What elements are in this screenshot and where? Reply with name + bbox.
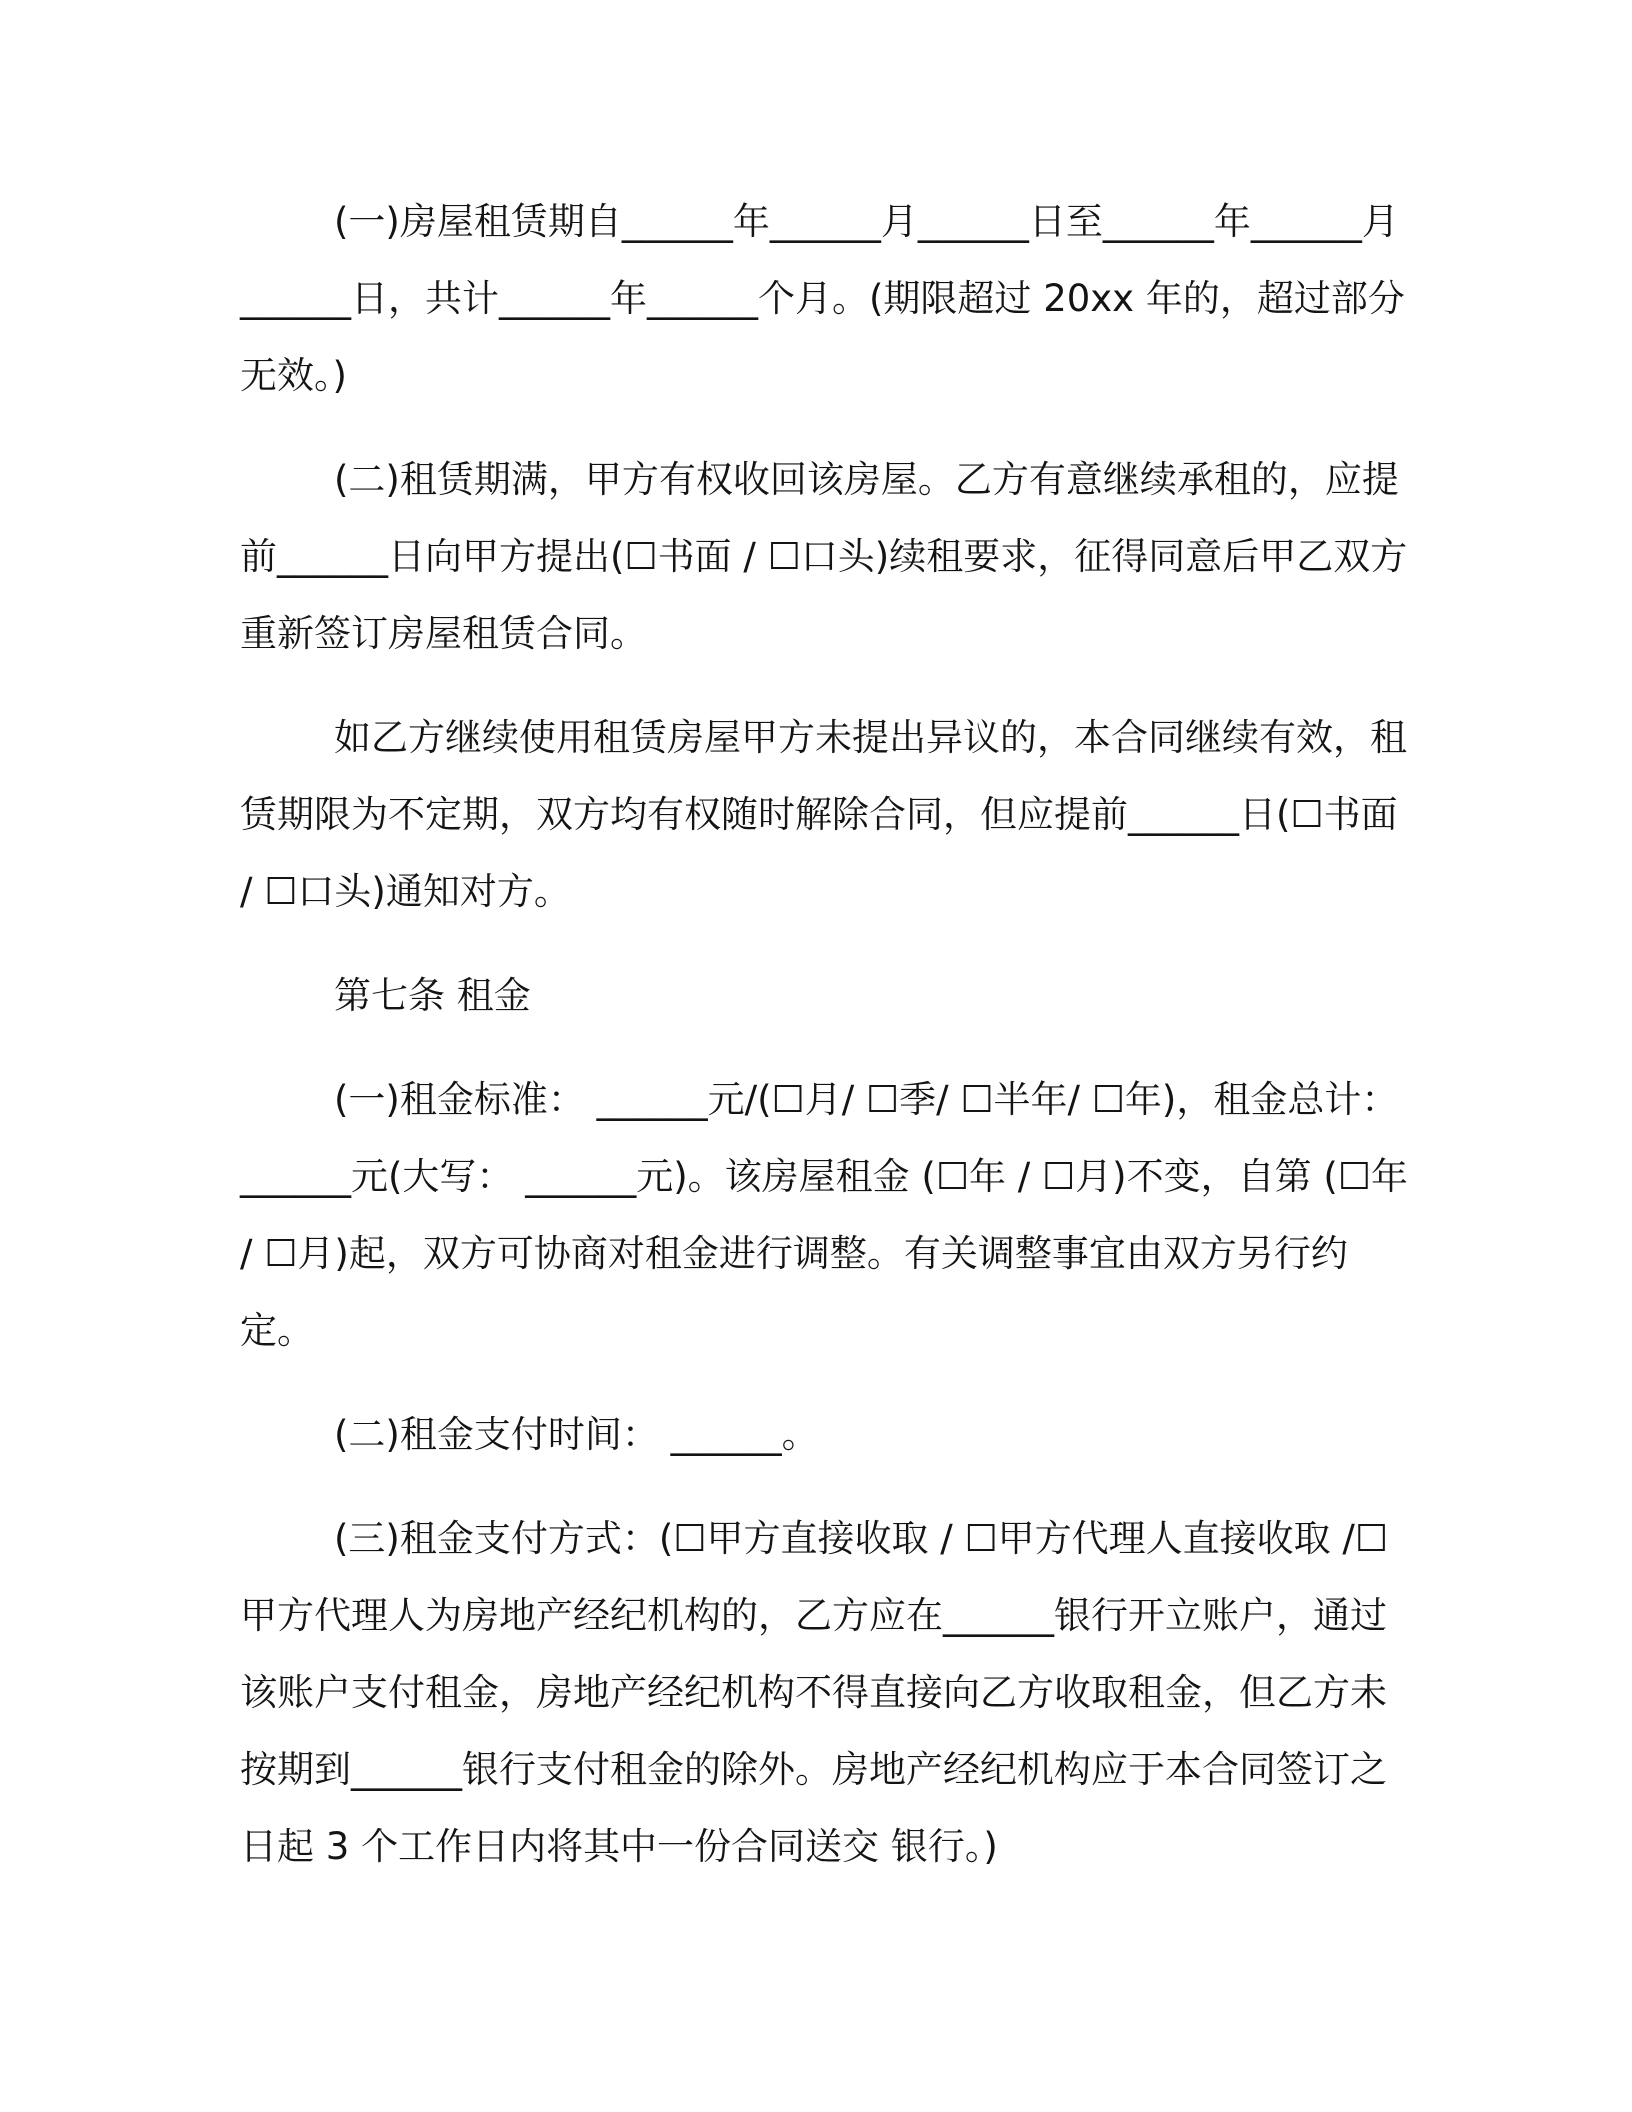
text-line: 书面 / ☐口头)通知对方。 bbox=[240, 793, 1398, 913]
text-line: 提前______日向甲方提出(☐书面 / ☐口头)续租要求，征得同意后甲 bbox=[240, 458, 1399, 578]
paragraph-rent-payment-method bbox=[240, 1500, 1410, 1885]
text-line: 租赁期限为不定期，双方均有权随时解除合同，但应提前______日(☐ bbox=[240, 716, 1407, 836]
text-line: 乙双方重新签订房屋租赁合同。 bbox=[240, 535, 1408, 655]
text-line: 如乙方继续使用租赁房屋甲方未提出异议的，本合同继续有效， bbox=[334, 716, 1370, 759]
text-line: (一)租金标准： ______元/(☐月/ ☐季/ ☐半年/ ☐年)，租金总计： bbox=[334, 1078, 1399, 1121]
document-body bbox=[240, 183, 1410, 1912]
text-line: (三)租金支付方式：(☐甲方直接收取 / ☐甲方代理人直接收取 / bbox=[334, 1517, 1355, 1560]
section-heading-article-7 bbox=[240, 957, 1410, 1034]
paragraph-lease-term bbox=[240, 183, 1410, 414]
heading-text: 第七条 租金 bbox=[334, 974, 531, 1017]
text-line: 的，超过部分无效。) bbox=[240, 277, 1405, 397]
text-line: (二)租金支付时间： ______。 bbox=[334, 1413, 819, 1456]
paragraph-lease-renewal bbox=[240, 441, 1410, 672]
text-line: 同签订之日起 3 个工作日内将其中一份合同送交 银行。) bbox=[240, 1748, 1387, 1868]
text-line: 乙方未按期到______银行支付租金的除外。房地产经纪机构应于本合 bbox=[240, 1671, 1387, 1791]
text-line: ______月______日，共计______年______个月。(期限超过 20xx 年 bbox=[240, 200, 1399, 320]
paragraph-continued-use bbox=[240, 699, 1410, 930]
text-line: (二)租赁期满，甲方有权收回该房屋。乙方有意继续承租的，应 bbox=[334, 458, 1362, 501]
text-line: ______元(大写： ______元)。该房屋租金 (☐年 / ☐月)不变，自第 (☐ bbox=[240, 1155, 1371, 1198]
text-line: ☐甲方代理人为房地产经纪机构的，乙方应在______银行开立账户， bbox=[240, 1517, 1389, 1637]
text-line: 约定。 bbox=[240, 1232, 1348, 1352]
text-line: 通过该账户支付租金，房地产经纪机构不得直接向乙方收取租金，但 bbox=[240, 1594, 1387, 1714]
paragraph-rent-standard bbox=[240, 1061, 1410, 1369]
text-line: 年 / ☐月)起，双方可协商对租金进行调整。有关调整事宜由双方另行 bbox=[240, 1155, 1408, 1275]
text-line: (一)房屋租赁期自______年______月______日至______年 bbox=[334, 200, 1251, 243]
paragraph-rent-payment-time bbox=[240, 1396, 1410, 1473]
